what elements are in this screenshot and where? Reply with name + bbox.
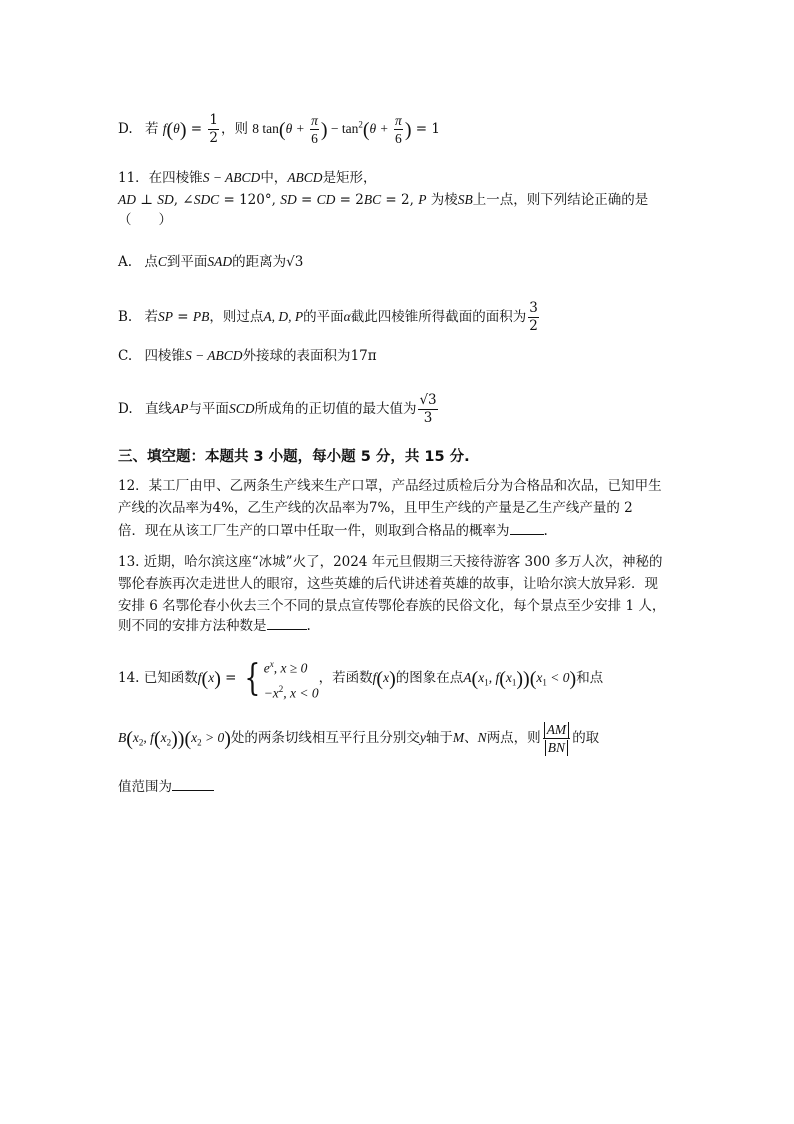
piecewise-cases: $e^x$, x ≥ 0 $-x^2$, x < 0 [263, 659, 319, 700]
text: 直线 [144, 401, 172, 417]
text: 中， [260, 170, 288, 186]
q11-option-b: B. 若SP = PB，则过点A, D, P的平面α截此四棱锥所得截面的面积为 $\frac{3}{2}$ [118, 300, 538, 334]
text: 外接球的表面积为 [242, 348, 351, 364]
text: 为棱 [430, 192, 458, 208]
q11-stem-line1: 11．在四棱锥S − ABCD中，ABCD是矩形， [118, 170, 377, 186]
text: ，则过点 [209, 309, 264, 325]
q11-paren [118, 210, 172, 230]
text: 是矩形， [322, 170, 377, 186]
text: 倍．现在从该工厂生产的口罩中任取一件，则取到合格品的概率为 [118, 523, 510, 539]
text: 4% [212, 500, 234, 516]
math-tan-expression: 8 tan(θ + $\frac{\pi}{6}$ ) − $\tan^2(\theta$ + $\frac{\pi}{6}$ ) [252, 113, 412, 147]
text: 则不同的安排方法种数是 [118, 618, 267, 634]
q14-line1: 14. 已知函数f(x) = { $e^x$, x ≥ 0 $-x^2$, x < 0 ，若函数f(x)的图象在点$A(x_1$, $f(x_1))(x_1 < 0)$和点 [118, 654, 603, 703]
text: 若 [144, 121, 159, 137]
question-number: 11．在四棱锥 [118, 170, 203, 186]
text: 和点 [576, 670, 604, 686]
text: 四棱锥 [144, 348, 185, 364]
q14-line2: $B(x_2$, $f(x_2))(x_2 > 0)$处的两条切线相互平行且分别交y轴于M、N两点，则 $\frac{AM}{BN}$ 的取 [118, 722, 600, 755]
q10-option-d: D. 若 f(θ) = $\frac{1}{2}$ ，则 8 tan(θ + $\frac{\pi}{6}$ ) − $\tan^2(\theta$ + $\frac{\pi}{6}$ ) = 1 [118, 112, 440, 147]
option-label: D. [118, 401, 133, 417]
text: 处的两条切线相互平行且分别交 [230, 730, 420, 746]
option-label: D. [118, 121, 133, 137]
section-heading: 三、填空题：本题共 3 小题，每小题 5 分，共 15 分. [118, 449, 470, 465]
text: 的取 [572, 730, 600, 746]
q11-option-c: C. 四棱锥S − ABCD外接球的表面积为17π [118, 348, 377, 364]
text: 上一点，则下列结论正确的是 [472, 192, 649, 208]
option-label: B. [118, 309, 133, 325]
fraction-am-bn: $\frac{AM}{BN}$ [543, 721, 571, 756]
option-label: A. [118, 254, 133, 270]
math-f-theta: f(θ) [162, 118, 187, 141]
text: 若 [144, 309, 159, 325]
answer-blank[interactable] [267, 615, 307, 630]
text: ，若函数 [318, 670, 373, 686]
text: 与平面 [188, 401, 229, 417]
text: ，则 [220, 121, 248, 137]
text: 7% [368, 500, 391, 516]
text: . [543, 523, 548, 539]
q11-stem-line2: AD ⊥ SD, ∠SDC = 120°, SD = CD = 2BC = 2, P 为棱SB上一点，则下列结论正确的是 [118, 192, 649, 208]
q11-option-d: D. 直线AP与平面SCD所成角的正切值的最大值为 $\frac{√3}{3}$ [118, 392, 437, 426]
q12-line1: 12．某工厂由甲、乙两条生产线来生产口罩，产品经过质检后分为合格品和次品，已知甲生 [118, 478, 662, 494]
q12-line2 [118, 498, 633, 518]
option-label: C. [118, 348, 133, 364]
text: 轴于 [425, 730, 453, 746]
text: 到平面 [166, 254, 208, 270]
text: = 1 [415, 121, 440, 137]
q11-option-a: A. 点C到平面SAD的距离为√3 [118, 254, 304, 270]
text: 的平面 [303, 309, 344, 325]
text: ，乙生产线的次品率为 [233, 500, 369, 516]
q12-line3 [118, 520, 548, 541]
text: 所成角的正切值的最大值为 [254, 401, 417, 417]
text: . [306, 618, 311, 634]
answer-paren: （ ） [118, 212, 172, 228]
text: 的图象在点 [395, 670, 464, 686]
q14-line3 [118, 776, 214, 797]
question-number: 14. 已知函数 [118, 670, 198, 686]
q13-line4 [118, 615, 311, 636]
fraction-one-half: $\frac{1}{2}$ [209, 112, 218, 146]
text: 值范围为 [118, 779, 172, 795]
text: ，且甲生产线的产量是乙生产线产量的 2 [390, 500, 633, 516]
text: 截此四棱锥所得截面的面积为 [350, 309, 527, 325]
answer-blank[interactable] [510, 520, 544, 535]
text: 的距离为 [232, 254, 287, 270]
q13-line2: 鄂伦春族再次走进世人的眼帘，这些英雄的后代讲述着英雄的故事，让哈尔滨大放异彩．现 [118, 576, 658, 592]
text: 点 [144, 254, 158, 270]
text: 、 [464, 730, 478, 746]
text: 产线的次品率为 [118, 500, 213, 516]
q13-line1: 13. 近期，哈尔滨这座“冰城”火了，2024 年元旦假期三天接待游客 300 多万人次，神秘的 [118, 554, 663, 570]
q13-line3: 安排 6 名鄂伦春小伙去三个不同的景点宣传鄂伦春族的民俗文化，每个景点至少安排 1 人， [118, 598, 666, 614]
answer-blank[interactable] [172, 776, 214, 791]
text: 两点，则 [486, 730, 541, 746]
